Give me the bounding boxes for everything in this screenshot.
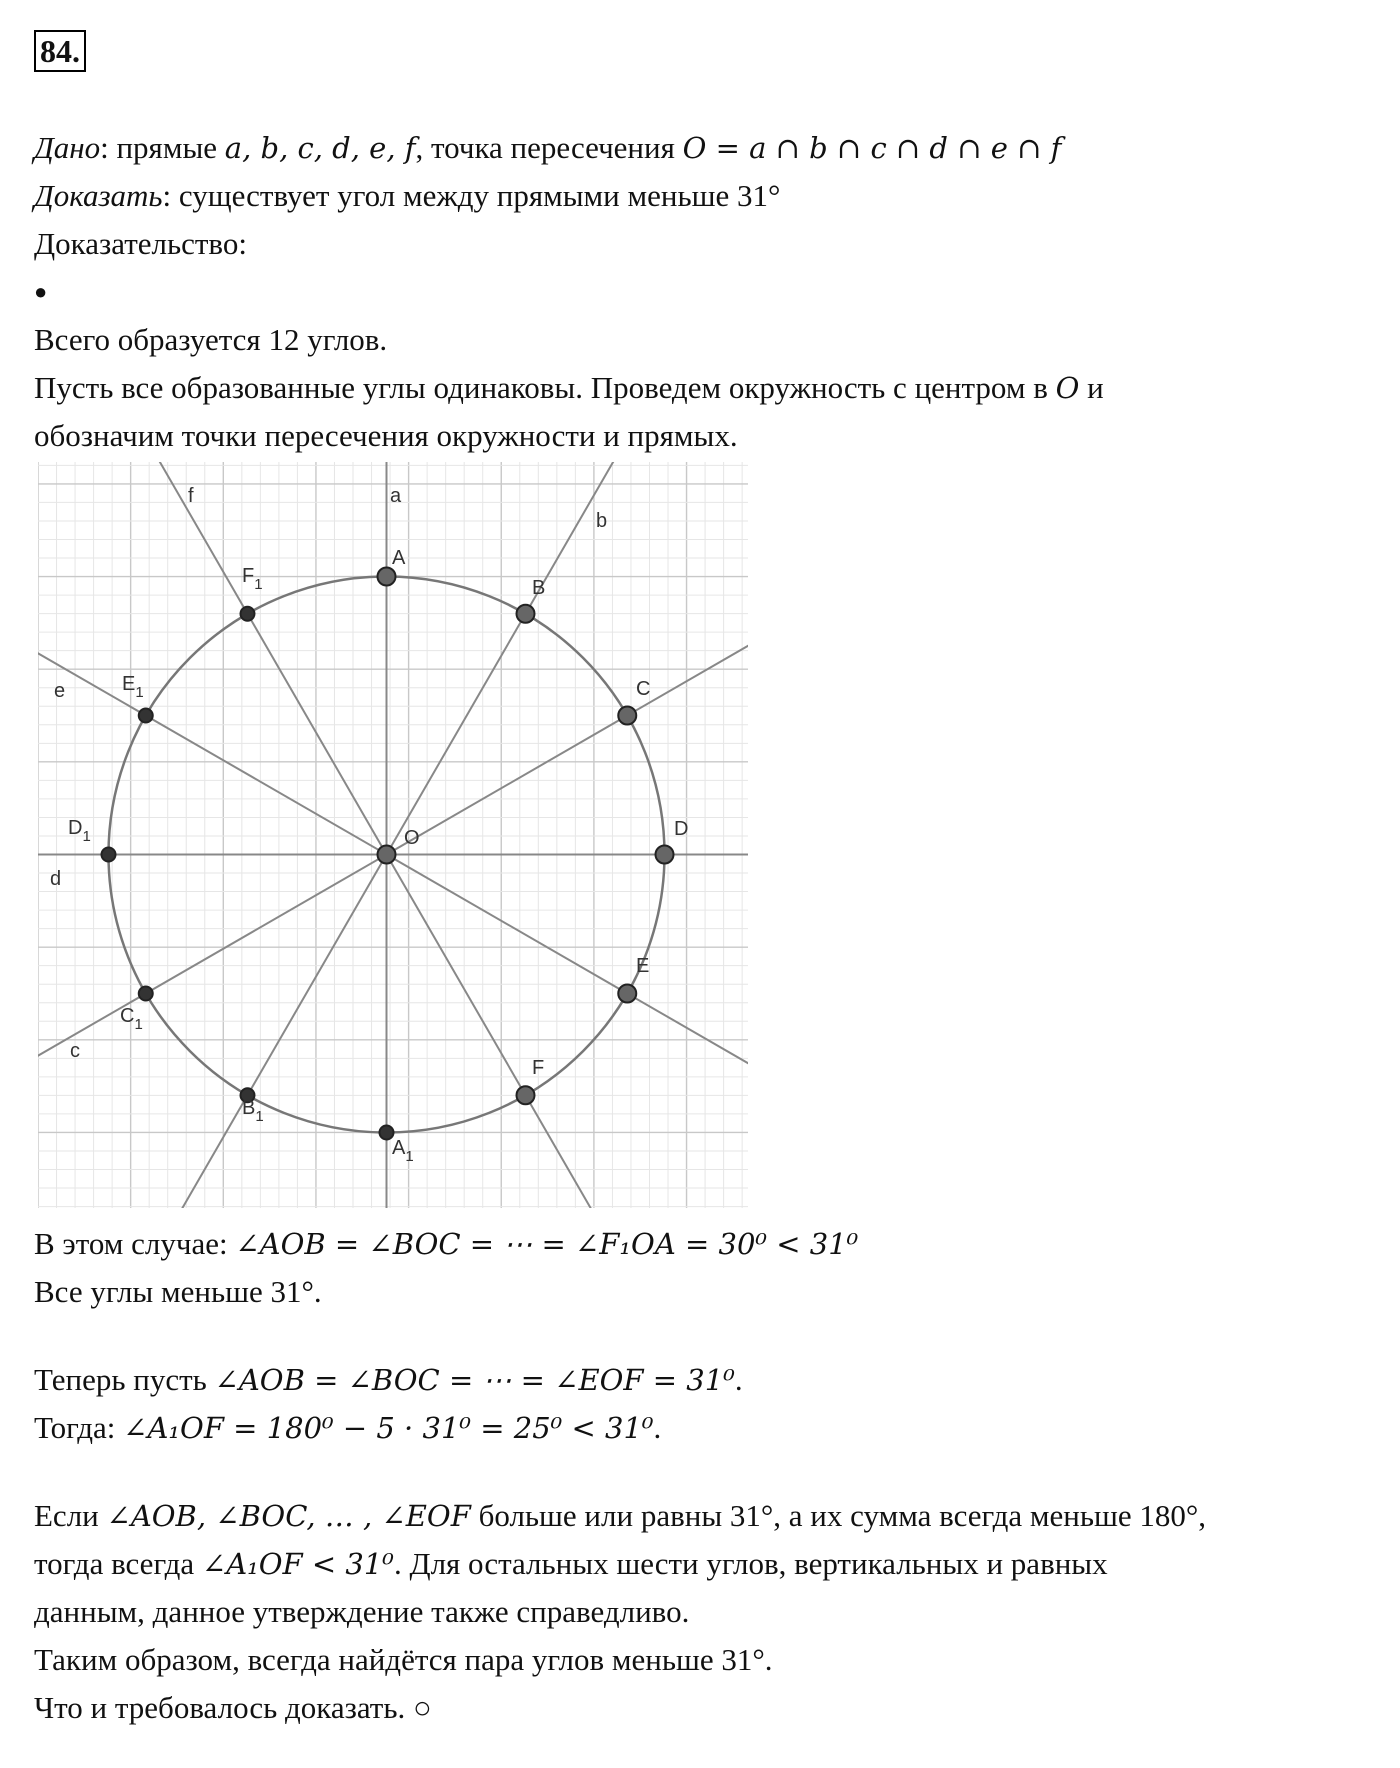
prove-line [34,176,780,216]
case1-text: В этом случае: [34,1226,236,1261]
point-label-e1-letter: E [122,673,136,695]
point-label-f1-letter: F [242,565,255,587]
case2-line [34,1360,743,1400]
point-label-d1-letter: D [68,817,83,839]
point-label-d1 [68,817,91,845]
then-line [34,1408,661,1448]
case2-end: . [734,1362,743,1397]
point-label-c: C [636,678,651,700]
line-label-d: d [50,868,62,890]
point-label-c1 [120,1005,143,1033]
center-label: O [404,827,420,849]
point-f [517,1086,535,1104]
point-d1 [102,848,116,862]
point-label-e1 [122,673,144,701]
general-2-rest: . Для остальных шести углов, вертикальных и равных [393,1546,1108,1581]
problem-number: 84. [34,30,86,72]
bullet: ● [34,279,48,304]
paragraph-2 [34,368,1104,408]
point-label-b1-sub: 1 [255,1108,264,1125]
paragraph-1: Всего образуется 12 углов. [34,322,388,357]
line-label-c: c [70,1040,80,1062]
prove-label: Доказать [34,178,163,213]
point-label-d1-sub: 1 [82,828,91,845]
point-c [618,707,636,725]
line-label-f: f [188,485,194,507]
point-label-d: D [674,818,689,840]
point-a [378,568,396,586]
line-label-e: e [54,680,66,702]
conclusion-line-1: Таким образом, всегда найдётся пара углов меньше 31°. [34,1642,773,1677]
given-point-math: O = a ∩ b ∩ c ∩ d ∩ e ∩ f [682,131,1062,165]
general-1-text: Если [34,1498,107,1533]
point-label-b1-letter: B [242,1097,256,1119]
point-f1 [241,607,255,621]
point-label-a1-letter: A [392,1137,406,1159]
then-math: ∠A₁OF = 180⁰ − 5 · 31⁰ = 25⁰ < 31⁰ [123,1411,654,1445]
case1-conclusion: Все углы меньше 31°. [34,1274,322,1309]
point-c1 [139,987,153,1001]
point-label-f1-sub: 1 [254,576,263,593]
then-end: . [653,1410,662,1445]
general-1-math: ∠AOB, ∠BOC, … , ∠EOF [106,1499,471,1533]
paragraph-2-math: O [1055,371,1080,405]
point-o [378,846,396,864]
point-label-c1-sub: 1 [134,1016,143,1033]
point-label-f1 [242,565,263,593]
general-1-rest: больше или равны 31°, а их сумма всегда меньше 180°, [470,1498,1207,1533]
line-label-b: b [596,510,608,532]
point-label-a1 [392,1137,414,1165]
case2-math: ∠AOB = ∠BOC = ⋯ = ∠EOF = 31⁰ [214,1363,735,1397]
paragraph-2-end: и [1079,370,1104,405]
point-e1 [139,709,153,723]
line-label-a: a [390,485,402,507]
proof-heading: Доказательство: [34,226,247,261]
point-e [618,985,636,1003]
point-label-e1-sub: 1 [135,684,144,701]
point-label-c1-letter: C [120,1005,135,1027]
conclusion-line-2: Что и требовалось доказать. ○ [34,1690,432,1725]
given-mid-text: , точка пересечения [415,130,683,165]
given-line [34,128,1061,168]
point-label-a: A [392,547,406,569]
point-d [656,846,674,864]
circle-lines-figure [38,462,748,1208]
general-2-math: ∠A₁OF < 31⁰ [201,1547,394,1581]
general-line-2 [34,1544,1108,1584]
case2-text: Теперь пусть [34,1362,215,1397]
given-text: : прямые [100,130,225,165]
paragraph-2-text: Пусть все образованные углы одинаковы. Проведем окружность с центром в [34,370,1056,405]
case1-math: ∠AOB = ∠BOC = ⋯ = ∠F₁OA = 30⁰ < 31⁰ [235,1227,859,1261]
point-label-e: E [636,955,650,977]
given-label: Дано [34,130,101,165]
case1-line [34,1224,858,1264]
point-label-f: F [532,1057,545,1079]
point-label-a1-sub: 1 [405,1148,414,1165]
prove-text: : существует угол между прямыми меньше 31° [162,178,781,213]
then-text: Тогда: [34,1410,124,1445]
point-b [517,605,535,623]
point-label-b: B [532,577,546,599]
general-line-3: данным, данное утверждение также справедливо. [34,1594,690,1629]
given-lines-math: a, b, c, d, e, f [224,131,416,165]
general-line-1 [34,1496,1206,1536]
general-2-text: тогда всегда [34,1546,202,1581]
paragraph-3: обозначим точки пересечения окружности и прямых. [34,418,738,453]
